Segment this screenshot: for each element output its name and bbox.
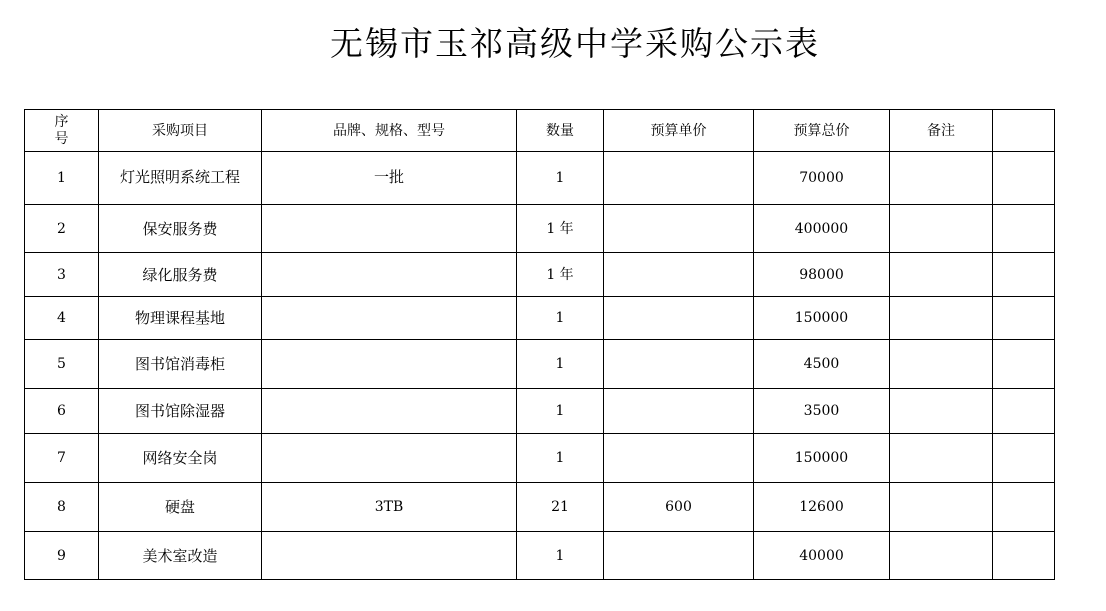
cell-extra xyxy=(993,297,1055,340)
header-note: 备注 xyxy=(890,110,993,152)
cell-spec xyxy=(262,532,517,580)
table-row xyxy=(25,205,1055,253)
cell-seq: 5 xyxy=(25,340,99,389)
cell-extra xyxy=(993,205,1055,253)
cell-qty: 1 xyxy=(517,532,604,580)
table-row xyxy=(25,152,1055,205)
cell-extra xyxy=(993,152,1055,205)
cell-note xyxy=(890,205,993,253)
cell-total: 150000 xyxy=(754,434,890,483)
header-spec: 品牌、规格、型号 xyxy=(262,110,517,152)
cell-total: 150000 xyxy=(754,297,890,340)
cell-total: 4500 xyxy=(754,340,890,389)
cell-qty: 1 xyxy=(517,340,604,389)
cell-item: 灯光照明系统工程 xyxy=(99,152,262,205)
cell-note xyxy=(890,297,993,340)
cell-total: 400000 xyxy=(754,205,890,253)
cell-qty: 1 年 xyxy=(517,253,604,297)
header-item: 采购项目 xyxy=(99,110,262,152)
cell-spec: 一批 xyxy=(262,152,517,205)
cell-note xyxy=(890,152,993,205)
cell-unit-price xyxy=(604,532,754,580)
cell-qty: 1 xyxy=(517,152,604,205)
cell-seq: 6 xyxy=(25,389,99,434)
cell-note xyxy=(890,483,993,532)
header-unit-price: 预算单价 xyxy=(604,110,754,152)
cell-note xyxy=(890,389,993,434)
table-row xyxy=(25,483,1055,532)
cell-note xyxy=(890,434,993,483)
cell-spec xyxy=(262,297,517,340)
cell-unit-price xyxy=(604,297,754,340)
cell-spec xyxy=(262,340,517,389)
cell-extra xyxy=(993,483,1055,532)
page-title: 无锡市玉祁高级中学采购公示表 xyxy=(330,24,820,63)
cell-unit-price xyxy=(604,205,754,253)
cell-seq: 9 xyxy=(25,532,99,580)
cell-item: 图书馆除湿器 xyxy=(99,389,262,434)
cell-item: 网络安全岗 xyxy=(99,434,262,483)
cell-extra xyxy=(993,532,1055,580)
header-qty: 数量 xyxy=(517,110,604,152)
procurement-table xyxy=(24,109,1055,580)
header-row xyxy=(25,110,1055,152)
cell-seq: 4 xyxy=(25,297,99,340)
cell-extra xyxy=(993,340,1055,389)
cell-extra xyxy=(993,253,1055,297)
cell-unit-price xyxy=(604,152,754,205)
cell-note xyxy=(890,340,993,389)
cell-unit-price xyxy=(604,434,754,483)
cell-spec xyxy=(262,205,517,253)
cell-total: 3500 xyxy=(754,389,890,434)
cell-item: 绿化服务费 xyxy=(99,253,262,297)
cell-total: 40000 xyxy=(754,532,890,580)
cell-unit-price xyxy=(604,389,754,434)
cell-unit-price xyxy=(604,340,754,389)
cell-total: 70000 xyxy=(754,152,890,205)
table-row xyxy=(25,532,1055,580)
cell-note xyxy=(890,253,993,297)
cell-unit-price xyxy=(604,253,754,297)
table-row xyxy=(25,389,1055,434)
cell-qty: 21 xyxy=(517,483,604,532)
table-row xyxy=(25,297,1055,340)
cell-qty: 1 xyxy=(517,297,604,340)
header-seq xyxy=(25,110,99,152)
cell-item: 硬盘 xyxy=(99,483,262,532)
table-row xyxy=(25,340,1055,389)
cell-item: 美术室改造 xyxy=(99,532,262,580)
cell-spec: 3TB xyxy=(262,483,517,532)
cell-seq: 8 xyxy=(25,483,99,532)
cell-spec xyxy=(262,389,517,434)
header-extra xyxy=(993,110,1055,152)
cell-total: 98000 xyxy=(754,253,890,297)
cell-item: 图书馆消毒柜 xyxy=(99,340,262,389)
cell-item: 物理课程基地 xyxy=(99,297,262,340)
table-row xyxy=(25,434,1055,483)
cell-qty: 1 xyxy=(517,389,604,434)
cell-seq: 7 xyxy=(25,434,99,483)
cell-seq: 3 xyxy=(25,253,99,297)
table-row xyxy=(25,253,1055,297)
cell-spec xyxy=(262,434,517,483)
cell-note xyxy=(890,532,993,580)
cell-extra xyxy=(993,389,1055,434)
cell-seq: 2 xyxy=(25,205,99,253)
cell-item: 保安服务费 xyxy=(99,205,262,253)
header-total: 预算总价 xyxy=(754,110,890,152)
cell-spec xyxy=(262,253,517,297)
cell-extra xyxy=(993,434,1055,483)
cell-total: 12600 xyxy=(754,483,890,532)
cell-seq: 1 xyxy=(25,152,99,205)
header-seq-label: 序号 xyxy=(54,113,69,147)
cell-qty: 1 年 xyxy=(517,205,604,253)
cell-unit-price: 600 xyxy=(604,483,754,532)
cell-qty: 1 xyxy=(517,434,604,483)
